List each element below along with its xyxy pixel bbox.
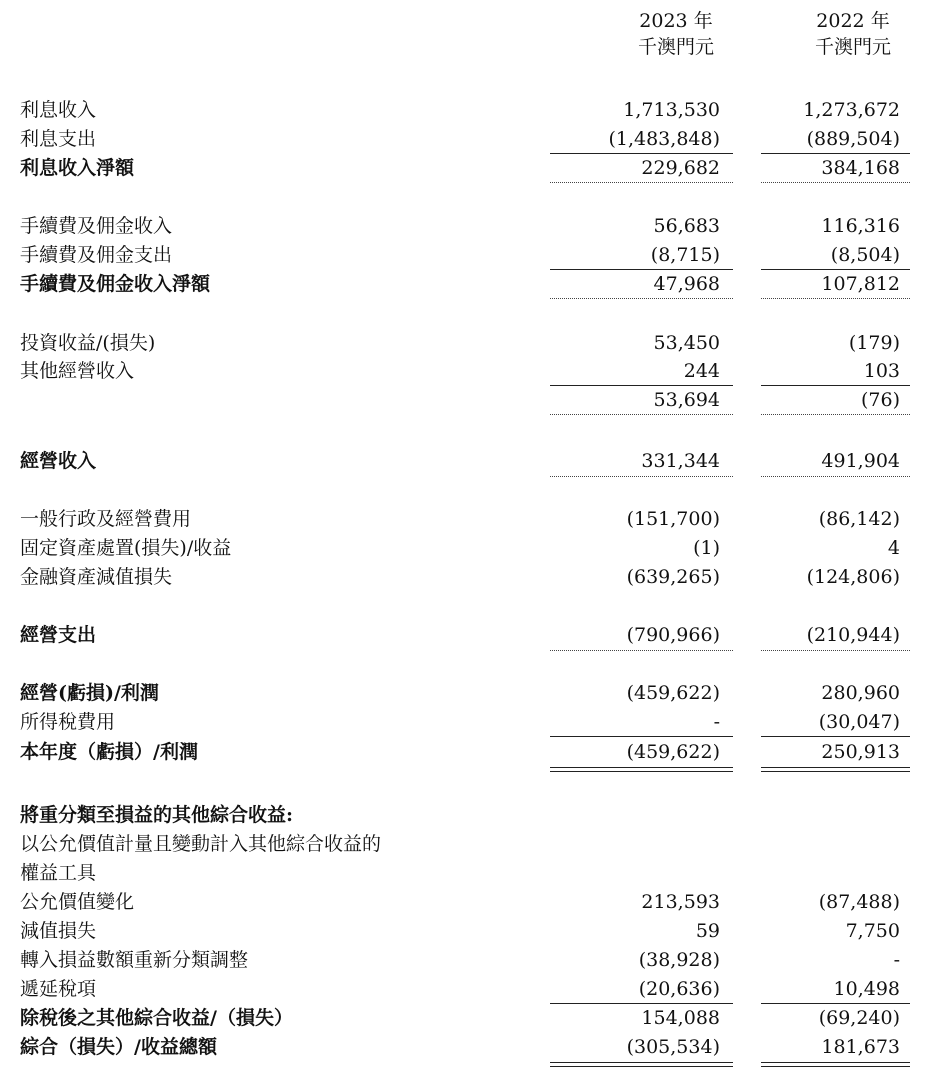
total-rule [550,650,733,651]
table-row: 減值損失 59 7,750 [20,920,900,942]
total-rule [550,414,733,415]
table-row: 其他經營收入 244 103 [20,360,900,382]
grand-total-rule [761,767,910,772]
total-rule [761,298,910,299]
table-row: 手續費及佣金支出 (8,715) (8,504) [20,244,900,266]
total-rule [761,650,910,651]
table-row: 經營(虧損)/利潤 (459,622) 280,960 [20,682,900,704]
table-row: 固定資產處置(損失)/收益 (1) 4 [20,537,900,559]
table-row: 公允價值變化 213,593 (87,488) [20,891,900,913]
table-row: 遞延稅項 (20,636) 10,498 [20,978,900,1000]
table-row: 手續費及佣金收入淨額 47,968 107,812 [20,273,900,295]
subtotal-rule [761,736,910,737]
table-row: 經營收入 331,344 491,904 [20,450,900,472]
total-rule [761,476,910,477]
table-row: 權益工具 [20,862,97,884]
table-row: 利息收入淨額 229,682 384,168 [20,157,900,179]
col-2022-year: 2022 年 [816,10,890,32]
subtotal-rule [550,736,733,737]
table-row: 以公允價值計量且變動計入其他綜合收益的 [20,833,382,855]
table-row: 轉入損益數額重新分類調整 (38,928) - [20,949,900,971]
col-2023-unit: 千澳門元 [637,36,714,58]
table-row: 利息支出 (1,483,848) (889,504) [20,128,900,150]
table-row: 經營支出 (790,966) (210,944) [20,624,900,646]
table-row: 將重分類至損益的其他綜合收益: [20,804,294,826]
table-row: 手續費及佣金收入 56,683 116,316 [20,215,900,237]
table-row: 一般行政及經營費用 (151,700) (86,142) [20,508,900,530]
total-rule [550,182,733,183]
table-row: 53,694 (76) [653,389,900,411]
grand-total-rule [550,767,733,772]
table-row: 所得稅費用 - (30,047) [20,711,900,733]
table-row: 利息收入 1,713,530 1,273,672 [20,99,900,121]
table-row: 綜合（損失）/收益總額 (305,534) 181,673 [20,1036,900,1058]
table-row: 本年度（虧損）/利潤 (459,622) 250,913 [20,741,900,763]
table-row: 除稅後之其他綜合收益/（損失） 154,088 (69,240) [20,1007,900,1029]
total-rule [761,414,910,415]
table-row: 金融資產減值損失 (639,265) (124,806) [20,566,900,588]
grand-total-rule [550,1062,733,1067]
total-rule [550,298,733,299]
col-2022-header [773,8,930,60]
col-2022-unit: 千澳門元 [814,36,891,58]
total-rule [761,182,910,183]
table-row: 投資收益/(損失) 53,450 (179) [20,332,900,354]
col-2023-header [596,8,756,60]
grand-total-rule [761,1062,910,1067]
col-2023-year: 2023 年 [639,10,713,32]
total-rule [550,476,733,477]
